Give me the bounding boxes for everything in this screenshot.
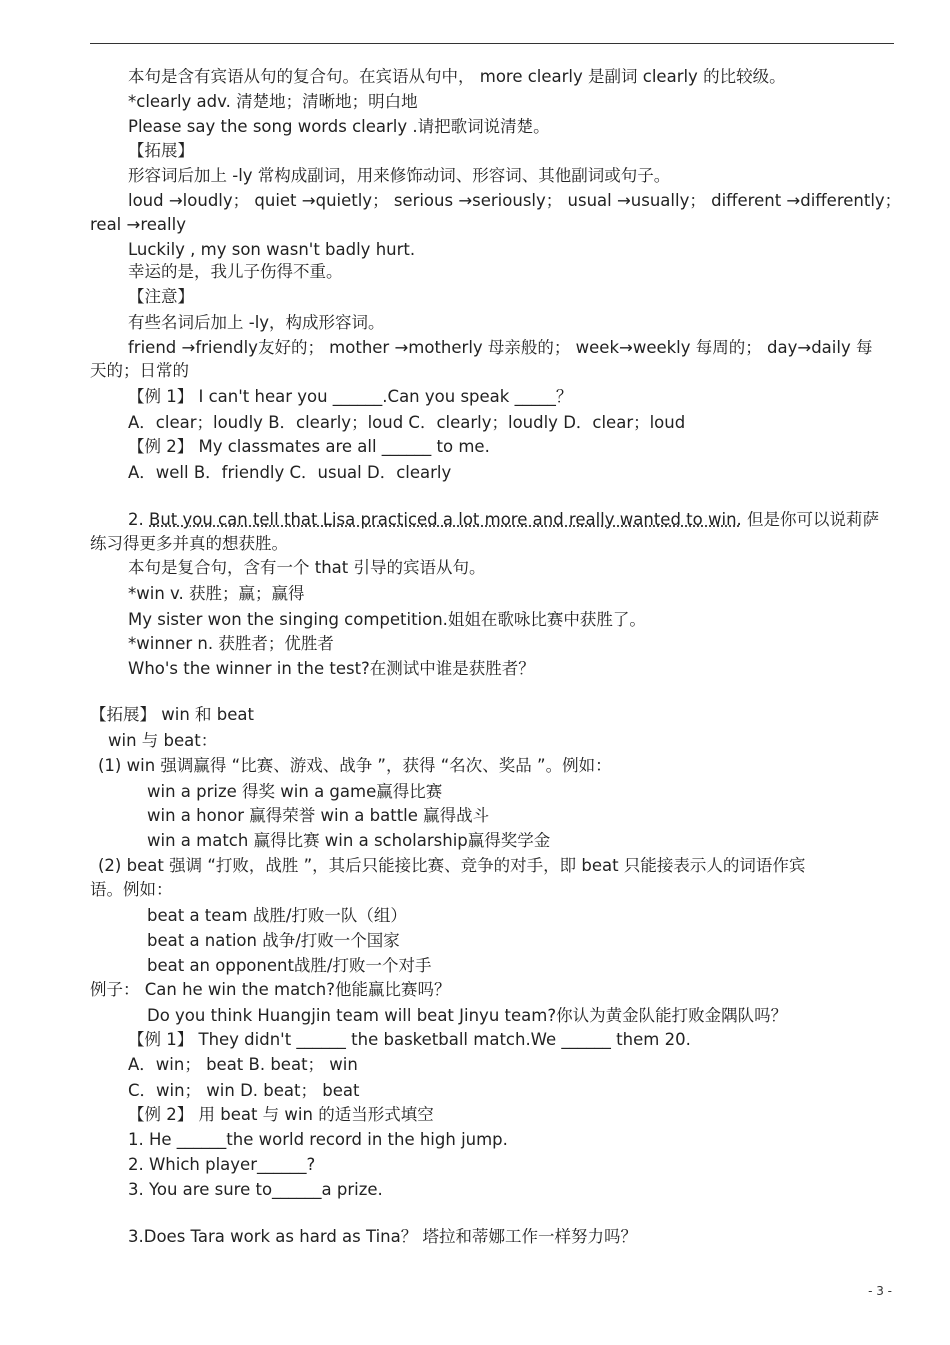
underlined-sentence: But you can tell that Lisa practiced a lot more and really wanted to win.: [149, 510, 742, 529]
text-line: 语。例如：: [90, 880, 173, 899]
text-line: beat a nation 战争/打败一个国家: [147, 931, 400, 950]
page-number: - 3 -: [868, 1284, 892, 1298]
text-line: 本句是含有宾语从句的复合句。在宾语从句中， more clearly 是副词 clearly 的比较级。: [128, 67, 786, 86]
text-line: win a match 赢得比赛 win a scholarship赢得奖学金: [147, 831, 551, 850]
text-line: loud →loudly； quiet →quietly； serious →seriously； usual →usually； different →differently；: [128, 191, 902, 210]
text-line: beat a team 战胜/打败一队（组）: [147, 906, 407, 925]
text-line: *win v. 获胜；赢；赢得: [128, 584, 305, 603]
example-question: 【例 2】 My classmates are all ______ to me.: [128, 437, 490, 456]
text-line: (1) win 强调赢得 “比赛、游戏、战争 ”，获得 “名次、奖品 ”。例如：: [98, 756, 612, 775]
header-rule: [90, 43, 894, 44]
text-line: 有些名词后加上 -ly，构成形容词。: [128, 313, 385, 332]
text-line: win 与 beat：: [108, 731, 218, 750]
text-line: Who's the winner in the test?在测试中谁是获胜者？: [128, 659, 535, 678]
text-line: 【注意】: [128, 287, 194, 306]
answer-options: C．win； win D. beat； beat: [128, 1081, 360, 1100]
text-line: win a prize 得奖 win a game赢得比赛: [147, 782, 443, 801]
text-line: 天的；日常的: [90, 361, 189, 380]
text-line: 幸运的是，我儿子伤得不重。: [128, 262, 343, 281]
text-line: Luckily , my son wasn't badly hurt.: [128, 240, 416, 259]
text-line: 【拓展】: [128, 141, 194, 160]
sentence-translation: 但是你可以说莉萨: [741, 510, 880, 529]
example-question: 【例 1】 They didn't ______ the basketball match.We ______ them 20.: [128, 1030, 691, 1049]
text-line: 练习得更多并真的想获胜。: [90, 534, 288, 553]
text-line: Do you think Huangjin team will beat Jinyu team?你认为黄金队能打败金隅队吗？: [147, 1006, 788, 1025]
text-line: My sister won the singing competition.姐姐在歌咏比赛中获胜了。: [128, 610, 646, 629]
key-sentence: 3.Does Tara work as hard as Tina？ 塔拉和蒂娜工作一样努力吗？: [128, 1227, 637, 1246]
text-line: *clearly adv. 清楚地；清晰地；明白地: [128, 92, 418, 111]
exercise-item: 3. You are sure to______a prize.: [128, 1180, 383, 1199]
text-line: 例子： Can he win the match?他能赢比赛吗？: [90, 980, 451, 999]
key-sentence: [128, 510, 879, 530]
text-line: (2) beat 强调 “打败，战胜 ”，其后只能接比赛、竞争的对手，即 beat 只能接表示人的词语作宾: [98, 856, 806, 875]
example-question: 【例 2】 用 beat 与 win 的适当形式填空: [128, 1105, 434, 1124]
text-line: friend →friendly友好的； mother →motherly 母亲般的； week→weekly 每周的； day→daily 每: [128, 338, 873, 357]
sentence-number: 2.: [128, 510, 149, 529]
text-line: 本句是复合句，含有一个 that 引导的宾语从句。: [128, 558, 486, 577]
text-line: win a honor 赢得荣誉 win a battle 赢得战斗: [147, 806, 490, 825]
answer-options: A．well B．friendly C．usual D．clearly: [128, 463, 452, 482]
text-line: 形容词后加上 -ly 常构成副词，用来修饰动词、形容词、其他副词或句子。: [128, 166, 671, 185]
answer-options: A．win； beat B. beat； win: [128, 1055, 358, 1074]
exercise-item: 2. Which player______?: [128, 1155, 316, 1174]
text-line: Please say the song words clearly .请把歌词说清楚。: [128, 117, 550, 136]
exercise-item: 1. He ______the world record in the high jump.: [128, 1130, 508, 1149]
text-line: *winner n. 获胜者；优胜者: [128, 634, 334, 653]
answer-options: A．clear；loudly B．clearly；loud C．clearly；loudly D．clear；loud: [128, 413, 686, 432]
text-line: real →really: [90, 215, 186, 234]
section-heading: 【拓展】 win 和 beat: [90, 705, 254, 724]
text-line: beat an opponent战胜/打败一个对手: [147, 956, 432, 975]
example-question: 【例 1】 I can't hear you ______.Can you speak _____？: [128, 387, 573, 406]
